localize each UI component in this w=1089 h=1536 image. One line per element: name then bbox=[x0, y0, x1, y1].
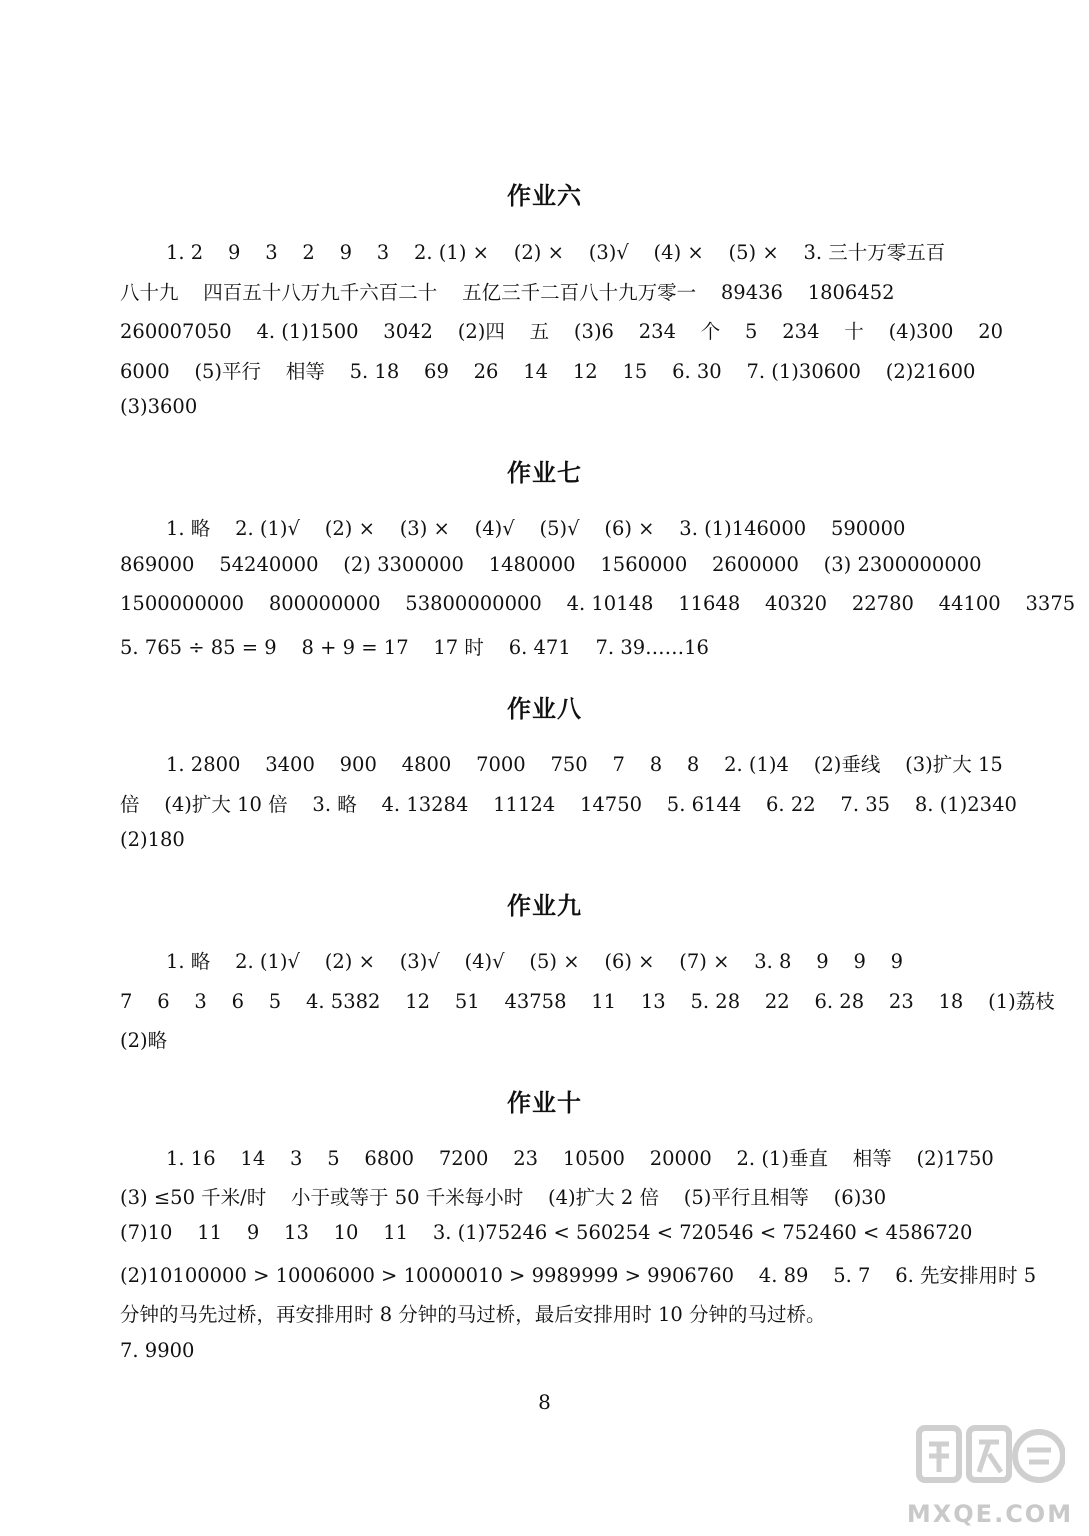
answer-line: 八十九 四百五十八万九千六百二十 五亿三千二百八十九万零一 89436 1806452 bbox=[120, 281, 895, 304]
watermark-seal-icon bbox=[915, 1422, 1065, 1492]
section-title-9: 作业九 bbox=[507, 892, 582, 920]
answer-line: (2)10100000 > 10006000 > 10000010 > 9989999 > 9906760 4. 89 5. 7 6. 先安排用时 5 bbox=[120, 1264, 1037, 1287]
answer-line: (2)180 bbox=[120, 828, 185, 851]
section-title-7: 作业七 bbox=[507, 459, 582, 487]
answer-line: 1. 略 2. (1)√ (2) × (3)√ (4)√ (5) × (6) × (7) × 3. 8 9 9 9 bbox=[166, 950, 904, 973]
answer-line: 869000 54240000 (2) 3300000 1480000 1560000 2600000 (3) 2300000000 bbox=[120, 553, 982, 576]
answer-line: 260007050 4. (1)1500 3042 (2)四 五 (3)6 234 个 5 234 十 (4)300 20 bbox=[120, 320, 1004, 343]
section-title-10: 作业十 bbox=[507, 1089, 582, 1117]
answer-line: (3)3600 bbox=[120, 395, 198, 418]
answer-line: 倍 (4)扩大 10 倍 3. 略 4. 13284 11124 14750 5. 6144 6. 22 7. 35 8. (1)2340 bbox=[120, 793, 1017, 816]
answer-line: (2)略 bbox=[120, 1029, 168, 1052]
section-title-8: 作业八 bbox=[507, 695, 582, 723]
answer-line: 5. 765 ÷ 85 = 9 8 + 9 = 17 17 时 6. 471 7. 39……16 bbox=[120, 636, 709, 659]
watermark-url: MXQE.COM bbox=[906, 1500, 1074, 1528]
answer-line: (3) ≤50 千米/时 小于或等于 50 千米每小时 (4)扩大 2 倍 (5)平行且相等 (6)30 bbox=[120, 1186, 887, 1209]
answer-line: 1. 2 9 3 2 9 3 2. (1) × (2) × (3)√ (4) × (5) × 3. 三十万零五百 bbox=[166, 241, 946, 264]
answer-line: 1. 16 14 3 5 6800 7200 23 10500 20000 2. (1)垂直 相等 (2)1750 bbox=[166, 1147, 994, 1170]
answer-line: (7)10 11 9 13 10 11 3. (1)75246 < 560254 < 720546 < 752460 < 4586720 bbox=[120, 1221, 973, 1244]
answer-line: 1. 2800 3400 900 4800 7000 750 7 8 8 2. (1)4 (2)垂线 (3)扩大 15 bbox=[166, 753, 1003, 776]
answer-line: 1500000000 800000000 53800000000 4. 10148 11648 40320 22780 44100 3375 bbox=[120, 592, 1076, 615]
watermark-logo bbox=[905, 1418, 1075, 1528]
answer-line: 7 6 3 6 5 4. 5382 12 51 43758 11 13 5. 28 22 6. 28 23 18 (1)荔枝 bbox=[120, 990, 1055, 1013]
answer-line: 7. 9900 bbox=[120, 1339, 195, 1362]
answer-line: 1. 略 2. (1)√ (2) × (3) × (4)√ (5)√ (6) × 3. (1)146000 590000 bbox=[166, 517, 906, 540]
answer-line: 6000 (5)平行 相等 5. 18 69 26 14 12 15 6. 30 7. (1)30600 (2)21600 bbox=[120, 360, 976, 383]
answer-line: 分钟的马先过桥，再安排用时 8 分钟的马过桥，最后安排用时 10 分钟的马过桥。 bbox=[120, 1303, 826, 1326]
page-number: 8 bbox=[538, 1390, 551, 1414]
section-title-6: 作业六 bbox=[507, 182, 582, 210]
